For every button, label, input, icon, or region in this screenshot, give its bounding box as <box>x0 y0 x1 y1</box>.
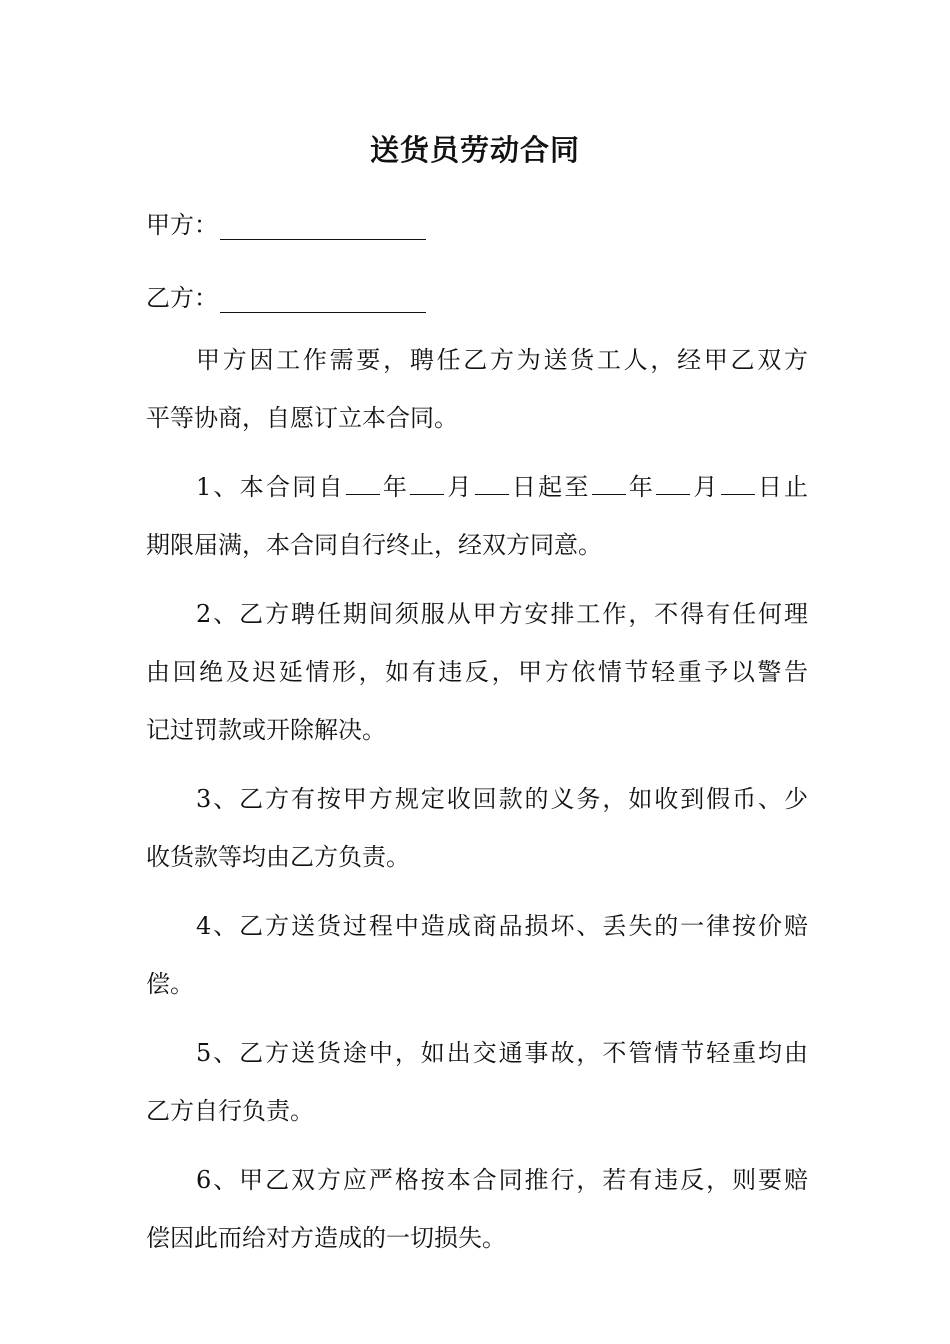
party-b-label: 乙方： <box>146 284 218 312</box>
start-year-blank <box>346 472 380 495</box>
month-label-2: 月 <box>691 473 720 501</box>
clause-6-line-1: 6、甲乙双方应严格按本合同推行，若有违反，则要赔 <box>196 1166 808 1194</box>
year-label: 年 <box>380 473 410 501</box>
clause-1-line-1 <box>146 458 808 516</box>
clause-2-line-2: 由回绝及迟延情形，如有违反，甲方依情节轻重予以警告 <box>146 658 808 686</box>
clause-6-line-2: 偿因此而给对方造成的一切损失。 <box>146 1224 506 1252</box>
party-a-line <box>146 205 426 240</box>
clause-6 <box>146 1151 808 1267</box>
start-day-blank <box>475 472 509 495</box>
intro-line-2: 平等协商，自愿订立本合同。 <box>146 404 458 432</box>
clause-2-line-3: 记过罚款或开除解决。 <box>146 716 386 744</box>
intro-paragraph <box>146 331 808 447</box>
day-start-label: 日起至 <box>509 473 591 501</box>
party-b-line <box>146 278 426 313</box>
end-month-blank <box>656 472 690 495</box>
start-month-blank <box>410 472 444 495</box>
intro-line-1: 甲方因工作需要，聘任乙方为送货工人，经甲乙双方 <box>196 346 808 374</box>
clause-3 <box>146 770 808 886</box>
clause-4-line-1: 4、乙方送货过程中造成商品损坏、丢失的一律按价赔 <box>196 912 808 940</box>
party-a-label: 甲方： <box>146 211 218 239</box>
document-title: 送货员劳动合同 <box>369 133 580 167</box>
clause-5 <box>146 1024 808 1140</box>
month-label: 月 <box>445 473 474 501</box>
clause-4 <box>146 897 808 1013</box>
clause-1-line-2: 期限届满，本合同自行终止，经双方同意。 <box>146 531 602 559</box>
year-label-2: 年 <box>626 473 656 501</box>
clause-3-line-2: 收货款等均由乙方负责。 <box>146 843 410 871</box>
party-b-blank <box>220 286 426 313</box>
clause-1 <box>146 458 808 574</box>
end-day-blank <box>721 472 755 495</box>
clause-1-prefix: 1、本合同自 <box>196 473 345 501</box>
party-a-blank <box>220 213 426 240</box>
day-end-label: 日止 <box>755 473 809 501</box>
clause-5-line-2: 乙方自行负责。 <box>146 1097 314 1125</box>
end-year-blank <box>592 472 626 495</box>
clause-3-line-1: 3、乙方有按甲方规定收回款的义务，如收到假币、少 <box>196 785 808 813</box>
clause-5-line-1: 5、乙方送货途中，如出交通事故，不管情节轻重均由 <box>196 1039 808 1067</box>
clause-2 <box>146 585 808 759</box>
clause-4-line-2: 偿。 <box>146 970 194 998</box>
clause-2-line-1: 2、乙方聘任期间须服从甲方安排工作，不得有任何理 <box>196 600 808 628</box>
